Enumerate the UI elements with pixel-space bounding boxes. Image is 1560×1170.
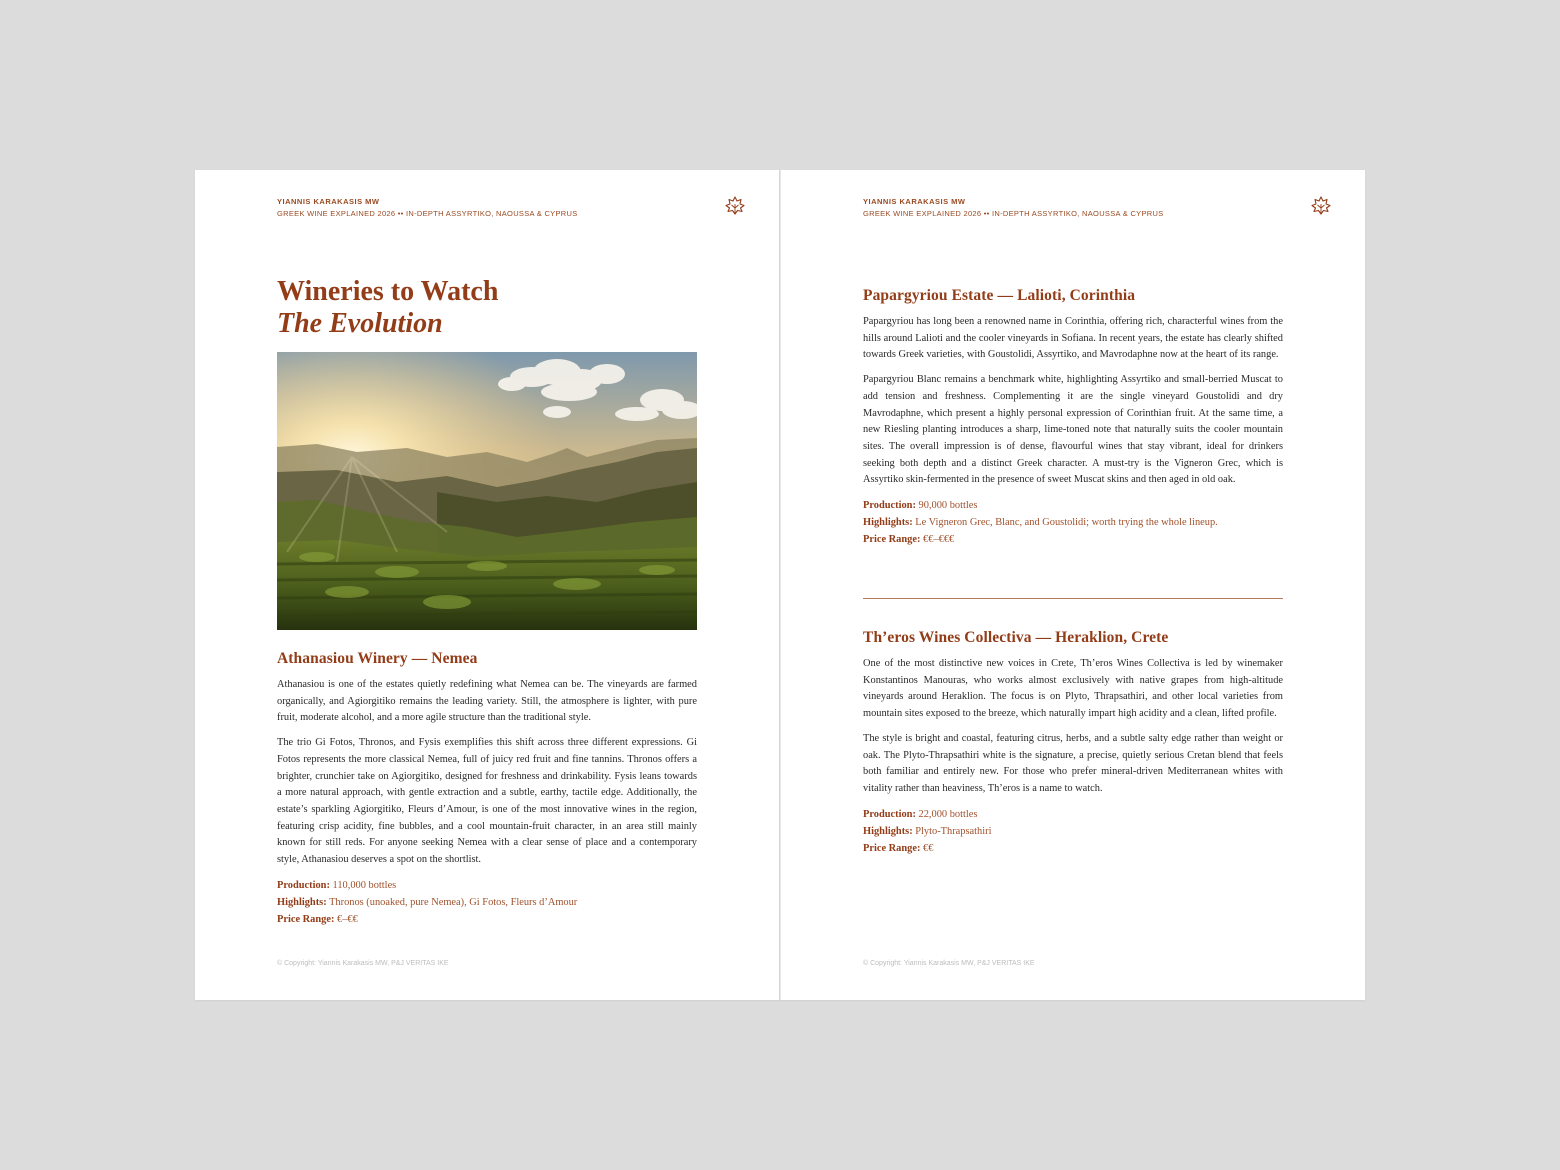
running-head [863,197,1164,218]
copyright-footer: © Copyright: Yiannis Karakasis MW, P&J VERITAS IKE [863,960,1035,967]
highlights-value: Le Vigneron Grec, Blanc, and Goustolidi; worth trying the whole lineup. [915,517,1218,529]
vineyard-sunset-photo [277,352,697,630]
section-divider [863,598,1283,599]
running-head-author: YIANNIS KARAKASIS MW [863,197,966,206]
price-value: €–€€ [337,913,358,925]
production-value: 22,000 bottles [918,808,978,820]
price-label: Price Range: [863,842,921,854]
price-label: Price Range: [277,913,335,925]
production-label: Production: [863,808,916,820]
section-paragraph: One of the most distinctive new voices in Crete, Th’eros Wines Collectiva is led by winemaker Konstantinos Manouras, who works almost exclusively with native grapes from high-altitude vineyards around Heraklion. The focus is on Plyto, Thrapsathiri, and other local varieties from mountain sites exposed to the breeze, which naturally impart high acidity and a clean, lifted profile. [863,658,1283,720]
price-value: €€ [923,842,934,854]
section-paragraph: Athanasiou is one of the estates quietly redefining what Nemea can be. The vineyards are farmed organically, and Agiorgitiko remains the leading variety. Still, the atmosphere is lighter, with pure fruit, moderate alcohol, and a more agile structure than the traditional style. [277,679,697,724]
section-paragraph: The trio Gi Fotos, Thronos, and Fysis exemplifies this shift across three different expressions. Gi Fotos represents the more classical Nemea, full of juicy red fruit and fine tannins. Thronos offers a brighter, crunchier take on Agiorgitiko, designed for freshness and drinkability. Fysis leans towards a more natural approach, with gentle extraction and a subtle, earthy, tactile edge. Additionally, the estate’s sparkling Agiorgitiko, Fleurs d’Amour, is one of the most innovative wines in the region, featuring crisp acidity, fine bubbles, and a cool mountain-fruit character, in an area still mainly known for still reds. For anyone seeking Nemea with a clear sense of place and a contemporary style, Athanasiou deserves a spot on the shortlist. [277,737,697,866]
winery-section-papargyriou [863,287,1283,548]
section-title: Athanasiou Winery — Nemea [277,650,478,667]
production-line [863,497,1283,514]
price-label: Price Range: [863,534,921,546]
running-head [277,197,578,218]
price-line [863,840,1283,857]
highlights-value: Plyto-Thrapsathiri [915,825,992,837]
highlights-line [863,514,1283,531]
book-spread [195,170,1365,1000]
production-value: 110,000 bottles [332,879,397,891]
copyright-footer: © Copyright: Yiannis Karakasis MW, P&J VERITAS IKE [277,960,449,967]
vine-leaf-icon [725,196,745,216]
highlights-label: Highlights: [863,517,913,529]
winery-section-athanasiou [277,650,697,928]
section-title: Th’eros Wines Collectiva — Heraklion, Crete [863,629,1169,646]
highlights-label: Highlights: [863,825,913,837]
winery-section-theros [863,629,1283,857]
highlights-value: Thronos (unoaked, pure Nemea), Gi Fotos, Fleurs d’Amour [329,896,578,908]
highlights-line [277,894,697,911]
running-head-title: GREEK WINE EXPLAINED 2026 •• IN-DEPTH ASSYRTIKO, NAOUSSA & CYPRUS [863,209,1164,218]
price-line [863,531,1283,548]
highlights-label: Highlights: [277,896,327,908]
section-paragraph: The style is bright and coastal, featuring citrus, herbs, and a subtle salty edge rather than weight or oak. The Plyto-Thrapsathiri white is the signature, a precise, quietly serious Cretan blend that feels both familiar and entirely new. For those who prefer mineral-driven Mediterranean whites with vitality rather than heaviness, Th’eros is a name to watch. [863,732,1283,794]
production-label: Production: [277,879,330,891]
production-line [863,806,1283,823]
page-title [277,276,498,340]
page-title-line2: The Evolution [277,308,443,339]
price-line [277,911,697,928]
left-page [195,170,780,1000]
price-value: €€–€€€ [923,534,955,546]
right-page [780,170,1365,1000]
running-head-author: YIANNIS KARAKASIS MW [277,197,380,206]
highlights-line [863,823,1283,840]
production-line [277,877,697,894]
running-head-title: GREEK WINE EXPLAINED 2026 •• IN-DEPTH ASSYRTIKO, NAOUSSA & CYPRUS [277,209,578,218]
section-paragraph: Papargyriou has long been a renowned name in Corinthia, offering rich, characterful wines from the hills around Lalioti and the cooler vineyards in Sofiana. In recent years, the estate has clearly shifted towards Greek varieties, with Goustolidi, Assyrtiko, and Mavrodaphne now at the heart of its range. [863,316,1283,361]
vine-leaf-icon [1311,196,1331,216]
production-label: Production: [863,500,916,512]
section-paragraph: Papargyriou Blanc remains a benchmark white, highlighting Assyrtiko and small-berried Muscat to add tension and freshness. Complementing it are the single vineyard Goustolidi and dry Mavrodaphne, which present a highly personal expression of Corinthian fruit. At the same time, a new Riesling planting introduces a sharp, lime-toned note that naturally suits the cooler mountain sites. The overall impression is of dense, flavourful wines that stay vibrant, ideal for drinkers seeking both depth and a distinct Greek character. A must-try is the Vigneron Grec, which is Assyrtiko skin-fermented in the presence of sweet Muscat skins and then aged in old oak. [863,374,1283,486]
section-title: Papargyriou Estate — Lalioti, Corinthia [863,287,1136,304]
production-value: 90,000 bottles [918,500,978,512]
page-title-line1: Wineries to Watch [277,276,499,307]
